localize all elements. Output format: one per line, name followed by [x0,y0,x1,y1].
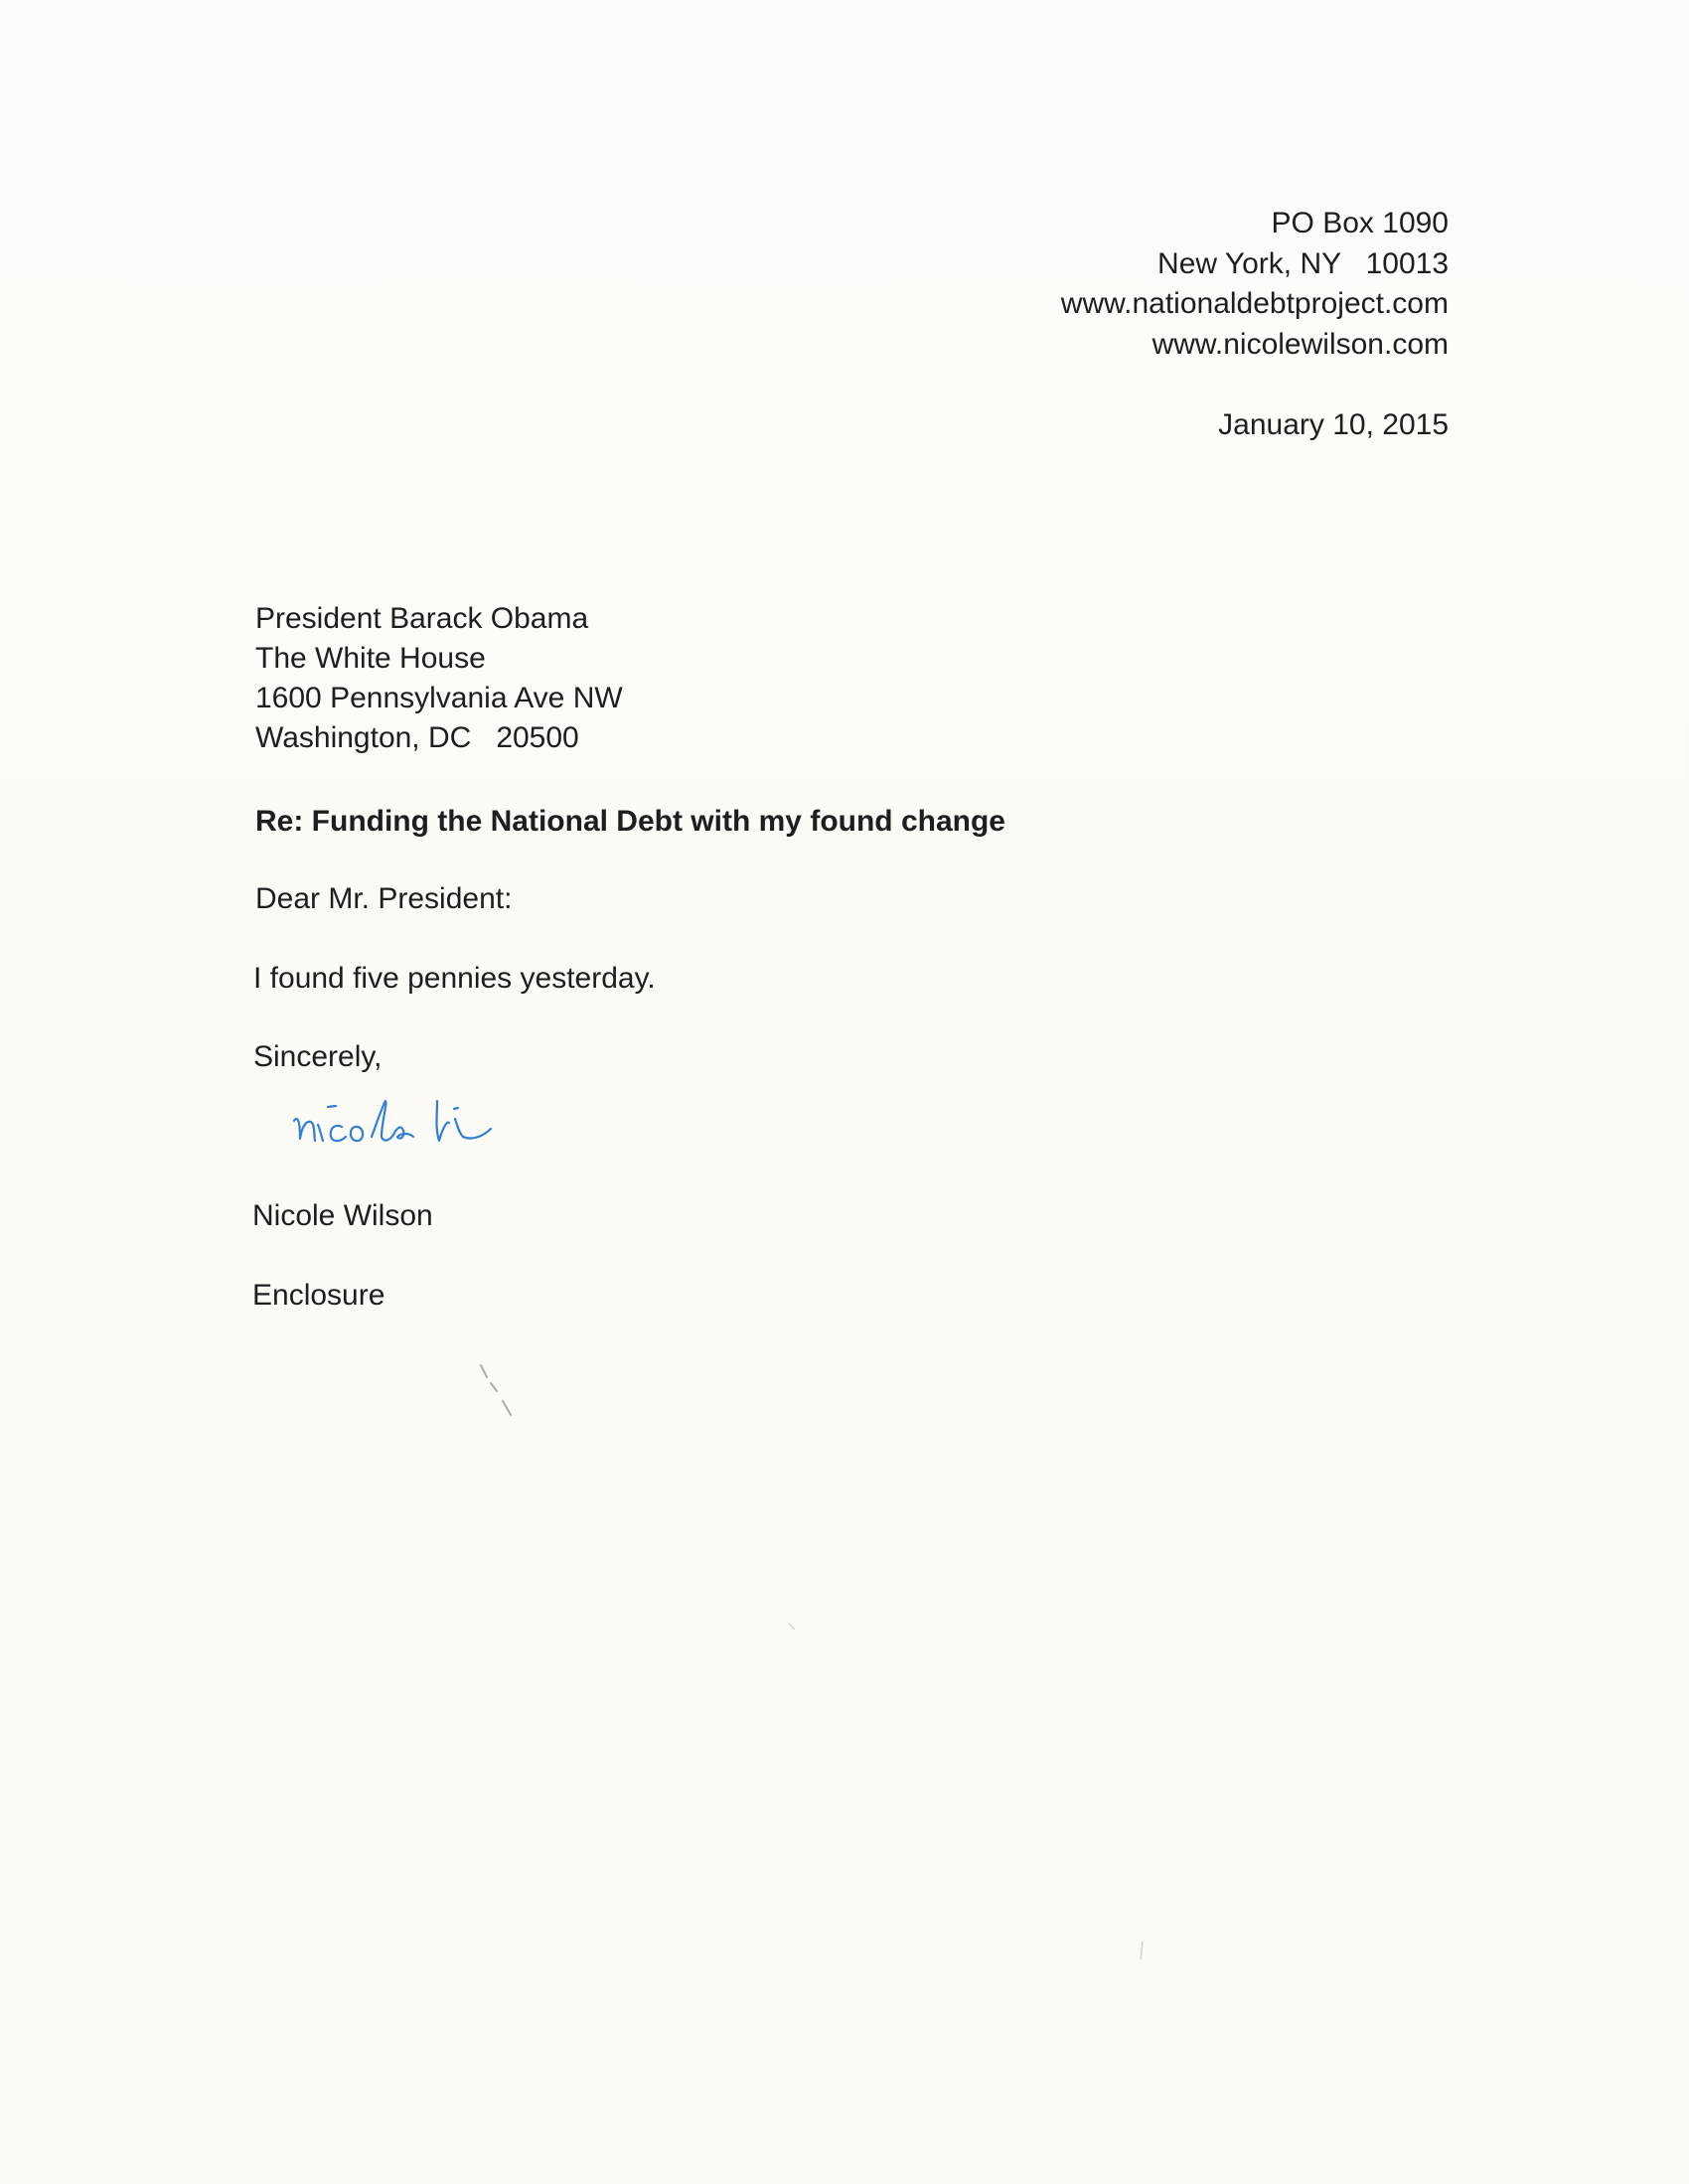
recipient-name: President Barack Obama [255,602,589,635]
paper-speck [785,1620,801,1636]
sender-website-project: www.nationaldebtproject.com [1060,287,1449,320]
recipient-address-block [255,599,623,758]
sender-website-personal: www.nicolewilson.com [1152,327,1449,361]
sender-city-state-zip: New York, NY 10013 [1157,246,1449,280]
letter-date: January 10, 2015 [1218,408,1449,441]
sender-po-box: PO Box 1090 [1271,207,1449,239]
enclosure-notation: Enclosure [252,1279,385,1312]
closing: Sincerely, [253,1040,383,1073]
signer-name: Nicole Wilson [252,1199,433,1232]
handwritten-signature [288,1063,586,1172]
recipient-organization: The White House [255,642,486,675]
recipient-city-state-zip: Washington, DC 20500 [255,721,579,754]
paper-speck [477,1361,527,1431]
paper-speck [1133,1938,1152,1967]
salutation: Dear Mr. President: [255,882,513,915]
letter-body: I found five pennies yesterday. [253,962,656,995]
sender-address-block [1061,204,1449,365]
recipient-street: 1600 Pennsylvania Ave NW [255,682,623,714]
subject-line: Re: Funding the National Debt with my found change [255,805,1005,838]
